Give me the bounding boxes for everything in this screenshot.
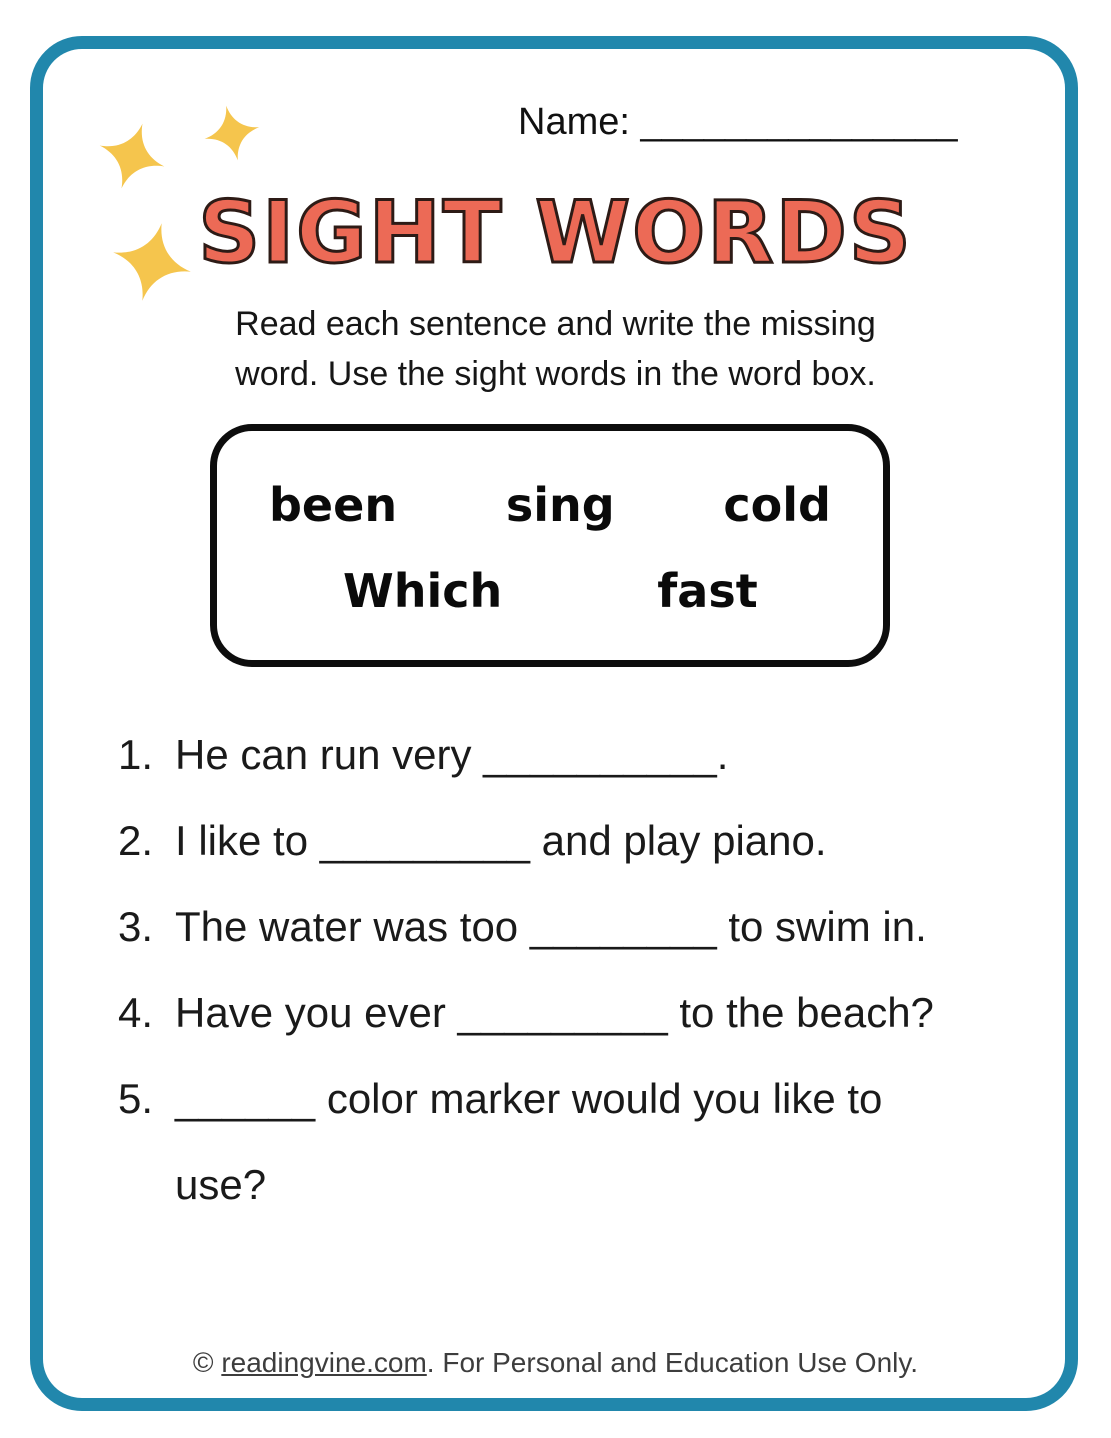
sentence-text: He can run very __________. bbox=[175, 731, 729, 778]
instructions-line-1: Read each sentence and write the missing bbox=[235, 305, 876, 343]
sentence-item bbox=[118, 970, 998, 1056]
sentence-item bbox=[118, 1056, 998, 1228]
copyright-suffix: . For Personal and Education Use Only. bbox=[426, 1347, 919, 1378]
sentence-list bbox=[118, 712, 998, 1228]
sight-word: fast bbox=[657, 564, 758, 618]
sparkle-icon bbox=[89, 111, 176, 200]
sentence-text: The water was too ________ to swim in. bbox=[175, 903, 927, 950]
sentence-number: 3. bbox=[118, 903, 154, 950]
readingvine-link[interactable]: readingvine.com bbox=[221, 1347, 427, 1378]
sentence-text-line-1: ______ color marker would you like to bbox=[175, 1075, 883, 1122]
sight-word: been bbox=[269, 478, 398, 532]
sentence-item bbox=[118, 798, 998, 884]
instructions-line-2: word. Use the sight words in the word box. bbox=[235, 355, 876, 393]
word-box-row-2 bbox=[269, 563, 831, 619]
sentence-text-line-2: use? bbox=[175, 1161, 267, 1208]
sentence-text: I like to _________ and play piano. bbox=[175, 817, 827, 864]
word-box bbox=[210, 424, 890, 667]
sentence-text: Have you ever _________ to the beach? bbox=[175, 989, 934, 1036]
word-box-row-1 bbox=[269, 477, 831, 533]
sight-word: sing bbox=[505, 478, 615, 532]
sight-word: cold bbox=[723, 478, 831, 532]
copyright-prefix: © bbox=[192, 1347, 222, 1378]
sentence-item bbox=[118, 884, 998, 970]
instructions bbox=[0, 299, 1111, 399]
sentence-number: 2. bbox=[118, 817, 154, 864]
sentence-number: 1. bbox=[118, 731, 154, 778]
sentence-text bbox=[175, 1056, 998, 1228]
sentence-number: 5. bbox=[118, 1075, 154, 1122]
sentence-number: 4. bbox=[118, 989, 154, 1036]
sentence-item bbox=[118, 712, 998, 798]
name-label: Name: bbox=[518, 101, 630, 143]
sight-word: Which bbox=[343, 564, 503, 618]
page-title: SIGHT WORDS bbox=[198, 183, 913, 283]
name-field bbox=[518, 100, 958, 146]
footer-copyright bbox=[0, 1343, 1111, 1382]
sparkle-icon bbox=[199, 99, 266, 167]
name-blank-line: _______________ bbox=[640, 101, 958, 143]
